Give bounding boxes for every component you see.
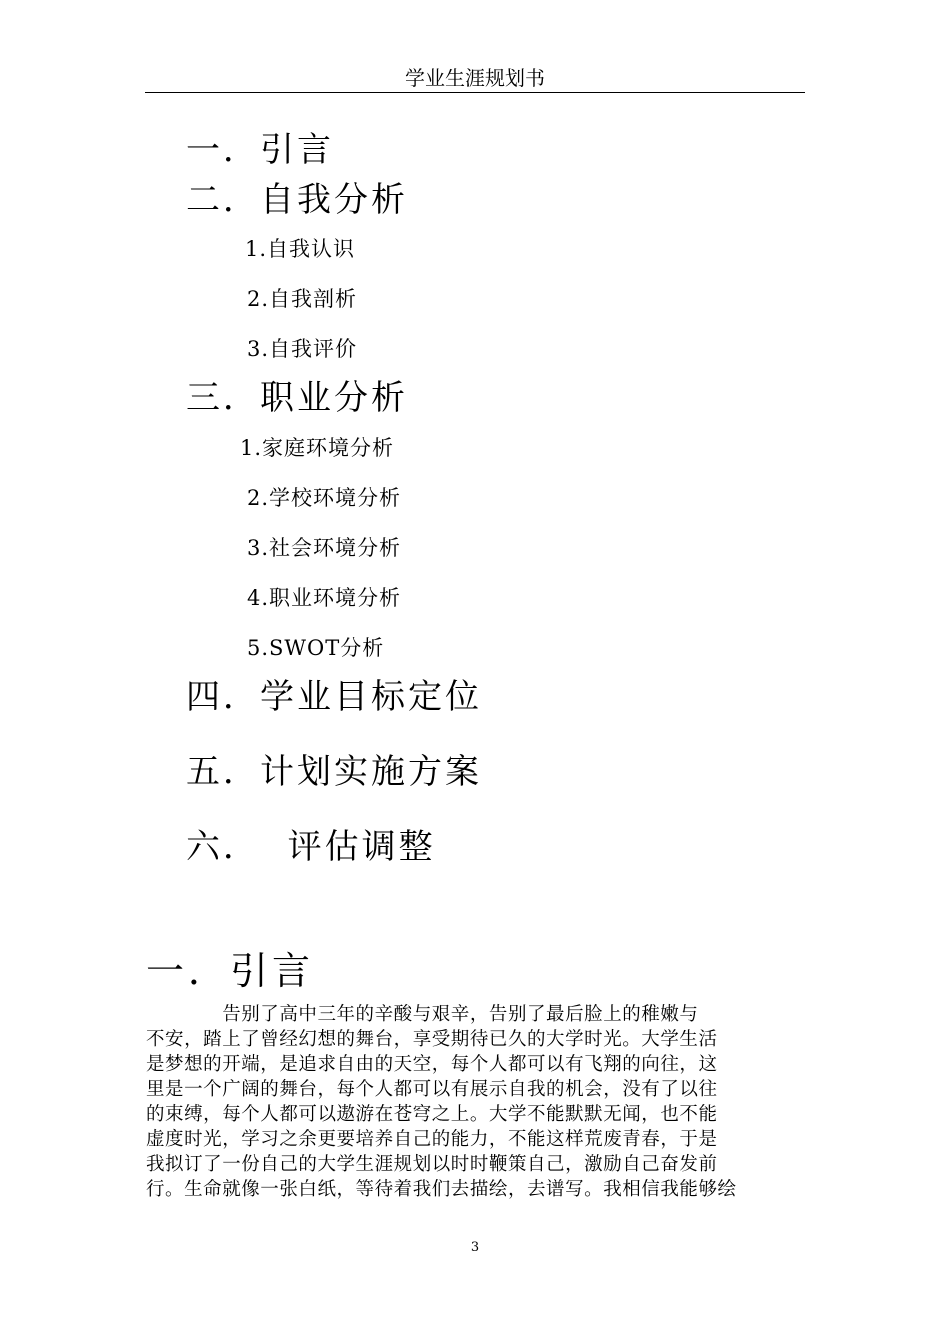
toc-subitem-swot-analysis: 5.SWOT分析 <box>247 636 385 660</box>
toc-subitem-social-environment: 3.社会环境分析 <box>247 536 402 560</box>
paragraph-line: 不安，踏上了曾经幻想的舞台，享受期待已久的大学时光。大学生活 <box>146 1029 718 1050</box>
toc-item-implementation-plan: 五．计划实施方案 <box>186 752 482 792</box>
toc-subitem-school-environment: 2.学校环境分析 <box>247 486 402 510</box>
paragraph-line: 是梦想的开端，是追求自由的天空，每个人都可以有飞翔的向往，这 <box>146 1054 718 1075</box>
toc-item-introduction: 一．引言 <box>186 130 334 170</box>
header-rule <box>145 92 805 93</box>
introduction-paragraph <box>146 1002 806 1202</box>
toc-subitem-career-environment: 4.职业环境分析 <box>247 586 402 610</box>
toc-item-self-analysis: 二．自我分析 <box>186 180 408 220</box>
running-header-title: 学业生涯规划书 <box>405 66 545 90</box>
page-number: 3 <box>470 1240 480 1255</box>
paragraph-line: 告别了高中三年的辛酸与艰辛，告别了最后脸上的稚嫩与 <box>146 1004 699 1025</box>
paragraph-line: 的束缚，每个人都可以遨游在苍穹之上。大学不能默默无闻，也不能 <box>146 1104 718 1125</box>
paragraph-line: 我拟订了一份自己的大学生涯规划以时时鞭策自己，激励自己奋发前 <box>146 1154 718 1175</box>
paragraph-line: 虚度时光，学习之余更要培养自己的能力，不能这样荒废青春，于是 <box>146 1129 718 1150</box>
toc-item-career-analysis: 三．职业分析 <box>186 378 408 418</box>
paragraph-line: 里是一个广阔的舞台，每个人都可以有展示自我的机会，没有了以往 <box>146 1079 718 1100</box>
toc-subitem-self-knowledge: 1.自我认识 <box>245 237 356 261</box>
toc-subitem-self-evaluation: 3.自我评价 <box>247 337 358 361</box>
paragraph-line: 行。生命就像一张白纸，等待着我们去描绘，去谱写。我相信我能够绘 <box>146 1179 737 1200</box>
section-heading-introduction: 一．引言 <box>146 949 315 993</box>
toc-item-evaluation-adjustment: 六． 评估调整 <box>186 827 436 867</box>
toc-item-academic-goals: 四．学业目标定位 <box>186 677 482 717</box>
toc-subitem-self-dissection: 2.自我剖析 <box>247 287 358 311</box>
toc-subitem-family-environment: 1.家庭环境分析 <box>240 436 395 460</box>
